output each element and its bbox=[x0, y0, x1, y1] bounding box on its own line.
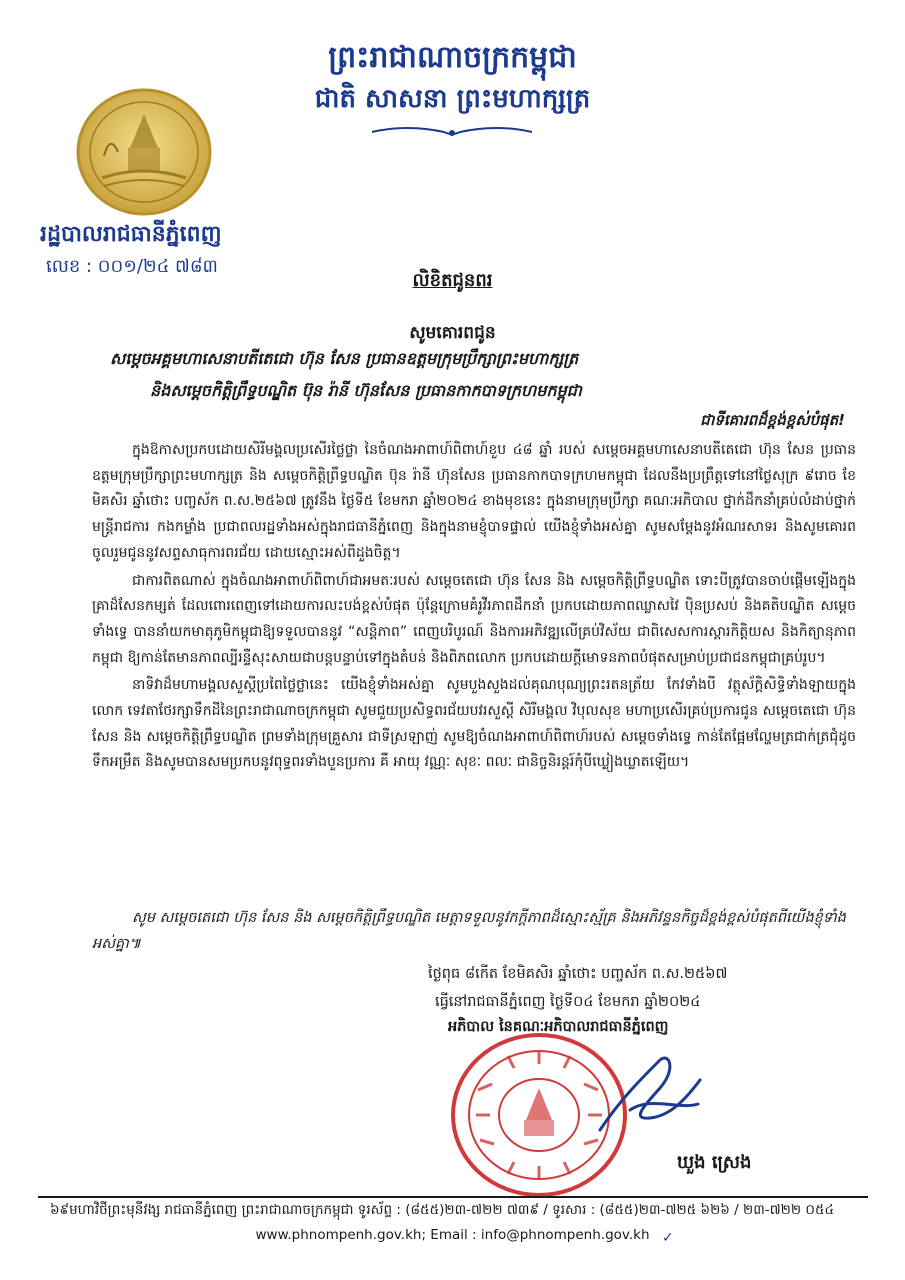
letter-body bbox=[92, 438, 856, 776]
date-solar: ធ្វើនៅរាជធានីភ្នំពេញ ថ្ងៃទី០៤ ខែមករា ឆ្នាំ២០២៤ bbox=[435, 994, 701, 1010]
body-paragraph-1: ក្នុងឱកាសប្រកបដោយសិរីមង្គលប្រសើរថ្លៃថ្លា នៃចំណងអាពាហ៍ពិពាហ៍ខួប ៤៨ ឆ្នាំ របស់ សម្តេចអគ្គមហាសេនាបតីតេជោ ហ៊ុន សែន ប្រធានឧត្តមក្រុមប្រឹក្សាព្រះមហាក្សត្រ និង សម្តេចកិត្តិព្រឹទ្ធបណ្ឌិត ប៊ុន រ៉ានី ហ៊ុនសែន ប្រធានកាកបាទក្រហមកម្ពុជា ដែលនឹងប្រព្រឹត្តទៅនៅថ្ងៃសុក្រ ៩រោច ខែមិគសិរ ឆ្នាំថោះ បញ្ចស័ក ព.ស.២៥៦៧ ត្រូវនឹង ថ្ងៃទី៥ ខែមករា ឆ្នាំ២០២៤ ខាងមុខនេះ ក្នុងនាមក្រុមប្រឹក្សា គណៈអភិបាល ថ្នាក់ដឹកនាំគ្រប់លំដាប់ថ្នាក់ មន្ត្រីរាជការ កងកម្លាំង ប្រជាពលរដ្ឋទាំងអស់ក្នុងរាជធានីភ្នំពេញ និងក្នុងនាមខ្ញុំបាទផ្ទាល់ យើងខ្ញុំទាំងអស់គ្នា សូមសម្តែងនូវអំណរសាទរ និងសូមគោរពចូលរួមជូននូវសព្ទសាធុការពរជ័យ ដោយស្មោះអស់ពីដួងចិត្ត។ bbox=[92, 442, 856, 561]
closing-paragraph: សូម សម្តេចតេជោ ហ៊ុន សែន និង សម្តេចកិត្តិព្រឹទ្ធបណ្ឌិត មេត្តាទទួលនូវកក្តីភាពដ៏ស្មោះស្ម័គ្រ និងអភិវន្ទនកិច្ចដ៏ខ្ពង់ខ្ពស់បំផុតពីយើងខ្ញុំទាំងអស់គ្នា៕ bbox=[92, 910, 846, 952]
signer-name: ឃួង ស្រេង bbox=[677, 1152, 752, 1173]
kingdom-motto: ជាតិ សាសនា ព្រះមហាក្សត្រ bbox=[314, 84, 591, 114]
body-paragraph-2: ជាការពិតណាស់ ក្នុងចំណងអាពាហ៍ពិពាហ៍ជាអមតៈរបស់ សម្តេចតេជោ ហ៊ុន សែន និង សម្តេចកិត្តិព្រឹទ្ធបណ្ឌិត ទោះបីត្រូវបានចាប់ផ្តើមឡើងក្នុងគ្រាដ៏សែនកម្សត់ ដែលពោរពេញទៅដោយការលះបង់ខ្ពស់បំផុត ប៉ុន្តែក្រោមគំរូវីរភាពដឹកនាំ ប្រកបដោយភាពឈ្លាសវៃ ប៉ិនប្រសប់ និងគតិបណ្ឌិត សម្តេចទាំងទ្វេ បាននាំយកមាតុភូមិកម្ពុជាឱ្យទទួលបាននូវ “សន្តិភាព” ពេញបរិបូរណ៍ និងការអភិវឌ្ឍលើគ្រប់វិស័យ ជាពិសេសការស្តារកិត្តិយស និងកិត្យានុភាពកម្ពុជា ឱ្យកាន់តែមានភាពល្បីរន្ទឺសុះសាយជាបន្តបន្ទាប់ទៅក្នុងតំបន់ និងពិភពលោក ប្រកបដោយក្តីមោទនភាពបំផុតសម្រាប់ប្រជាជនកម្ពុជាគ្រប់រូប។ bbox=[92, 572, 856, 666]
addressee-line-3: ជាទីគោរពដ៏ខ្ពង់ខ្ពស់បំផុត! bbox=[700, 411, 845, 429]
footer-divider bbox=[38, 1196, 868, 1198]
footer-address: ៦៩មហាវិថីព្រះមុនីវង្ស រាជធានីភ្នំពេញ ព្រះរាជាណាចក្រកម្ពុជា ទូរស័ព្ទ : (៨៥៥)២៣-៧២២ ៧៣៩ / ទូរសារ : (៨៥៥)២៣-៧២៥ ៦២៦ / ២៣-៧២២ ០៥៤ bbox=[50, 1202, 835, 1218]
signatory-title: អភិបាល នៃគណៈអភិបាលរាជធានីភ្នំពេញ bbox=[448, 1019, 669, 1035]
addressee-line-1: សម្តេចអគ្គមហាសេនាបតីតេជោ ហ៊ុន សែន ប្រធានឧត្តមក្រុមប្រឹក្សាព្រះមហាក្សត្រ bbox=[110, 349, 579, 368]
municipal-emblem-icon bbox=[74, 86, 214, 218]
salutation: សូមគោរពជូន bbox=[409, 323, 496, 343]
addressee-line-2: និងសម្តេចកិត្តិព្រឹទ្ធបណ្ឌិត ប៊ុន រ៉ានី ហ៊ុនសែន ប្រធានកាកបាទក្រហមកម្ពុជា bbox=[150, 381, 582, 400]
signature-icon bbox=[590, 1040, 710, 1150]
issuer-name: រដ្ឋបាលរាជធានីភ្នំពេញ bbox=[40, 222, 222, 247]
footer-web-email: www.phnompenh.gov.kh; Email : info@phnompenh.gov.kh bbox=[255, 1227, 650, 1243]
document-title: លិខិតជូនពរ bbox=[412, 270, 493, 291]
kingdom-title: ព្រះរាជាណាចក្រកម្ពុជា bbox=[328, 40, 577, 75]
body-paragraph-3: នាទិវាដ៏មហាមង្គលសួស្តីប្រពៃថ្លៃថ្លានេះ យើងខ្ញុំទាំងអស់គ្នា សូមបួងសួងដល់គុណបុណ្យព្រះរតនត្រ័យ កែវទាំងបី វត្ថុស័ក្តិសិទ្ធិទាំងឡាយក្នុងលោក ទេវតាថែរក្សាទឹកដីនៃព្រះរាជាណាចក្រកម្ពុជា សូមជួយប្រសិទ្ធពរជ័យបវរសួស្តី សិរីមង្គល វិបុលសុខ មហាប្រសើរគ្រប់ប្រការជូន សម្តេចតេជោ ហ៊ុន សែន និង សម្តេចកិត្តិព្រឹទ្ធបណ្ឌិត ព្រមទាំងក្រុមគ្រួសារ ជាទីស្រឡាញ់ សូមឱ្យចំណងអាពាហ៍ពិពាហ៍របស់ សម្តេចទាំងទ្វេ កាន់តែផ្អែមល្ហែមត្រជាក់ត្រជុំដូចទឹកអម្រឹត និងសូមបានសមប្រកបនូវពុទ្ធពរទាំងបួនប្រការ គឺ អាយុ វណ្ណៈ សុខៈ ពលៈ ជានិច្ចនិរន្តរ៍កុំបីឃ្លៀងឃ្លាតឡើយ។ bbox=[92, 677, 856, 771]
check-mark-icon: ✓ bbox=[662, 1230, 674, 1246]
date-lunar: ថ្ងៃពុធ ៨កើត ខែមិគសិរ ឆ្នាំថោះ បញ្ចស័ក ព.ស.២៥៦៧ bbox=[428, 966, 728, 982]
title-ornament bbox=[362, 124, 542, 140]
document-number: លេខ : ០០១/២៤ ៧៨៣ bbox=[46, 256, 218, 277]
